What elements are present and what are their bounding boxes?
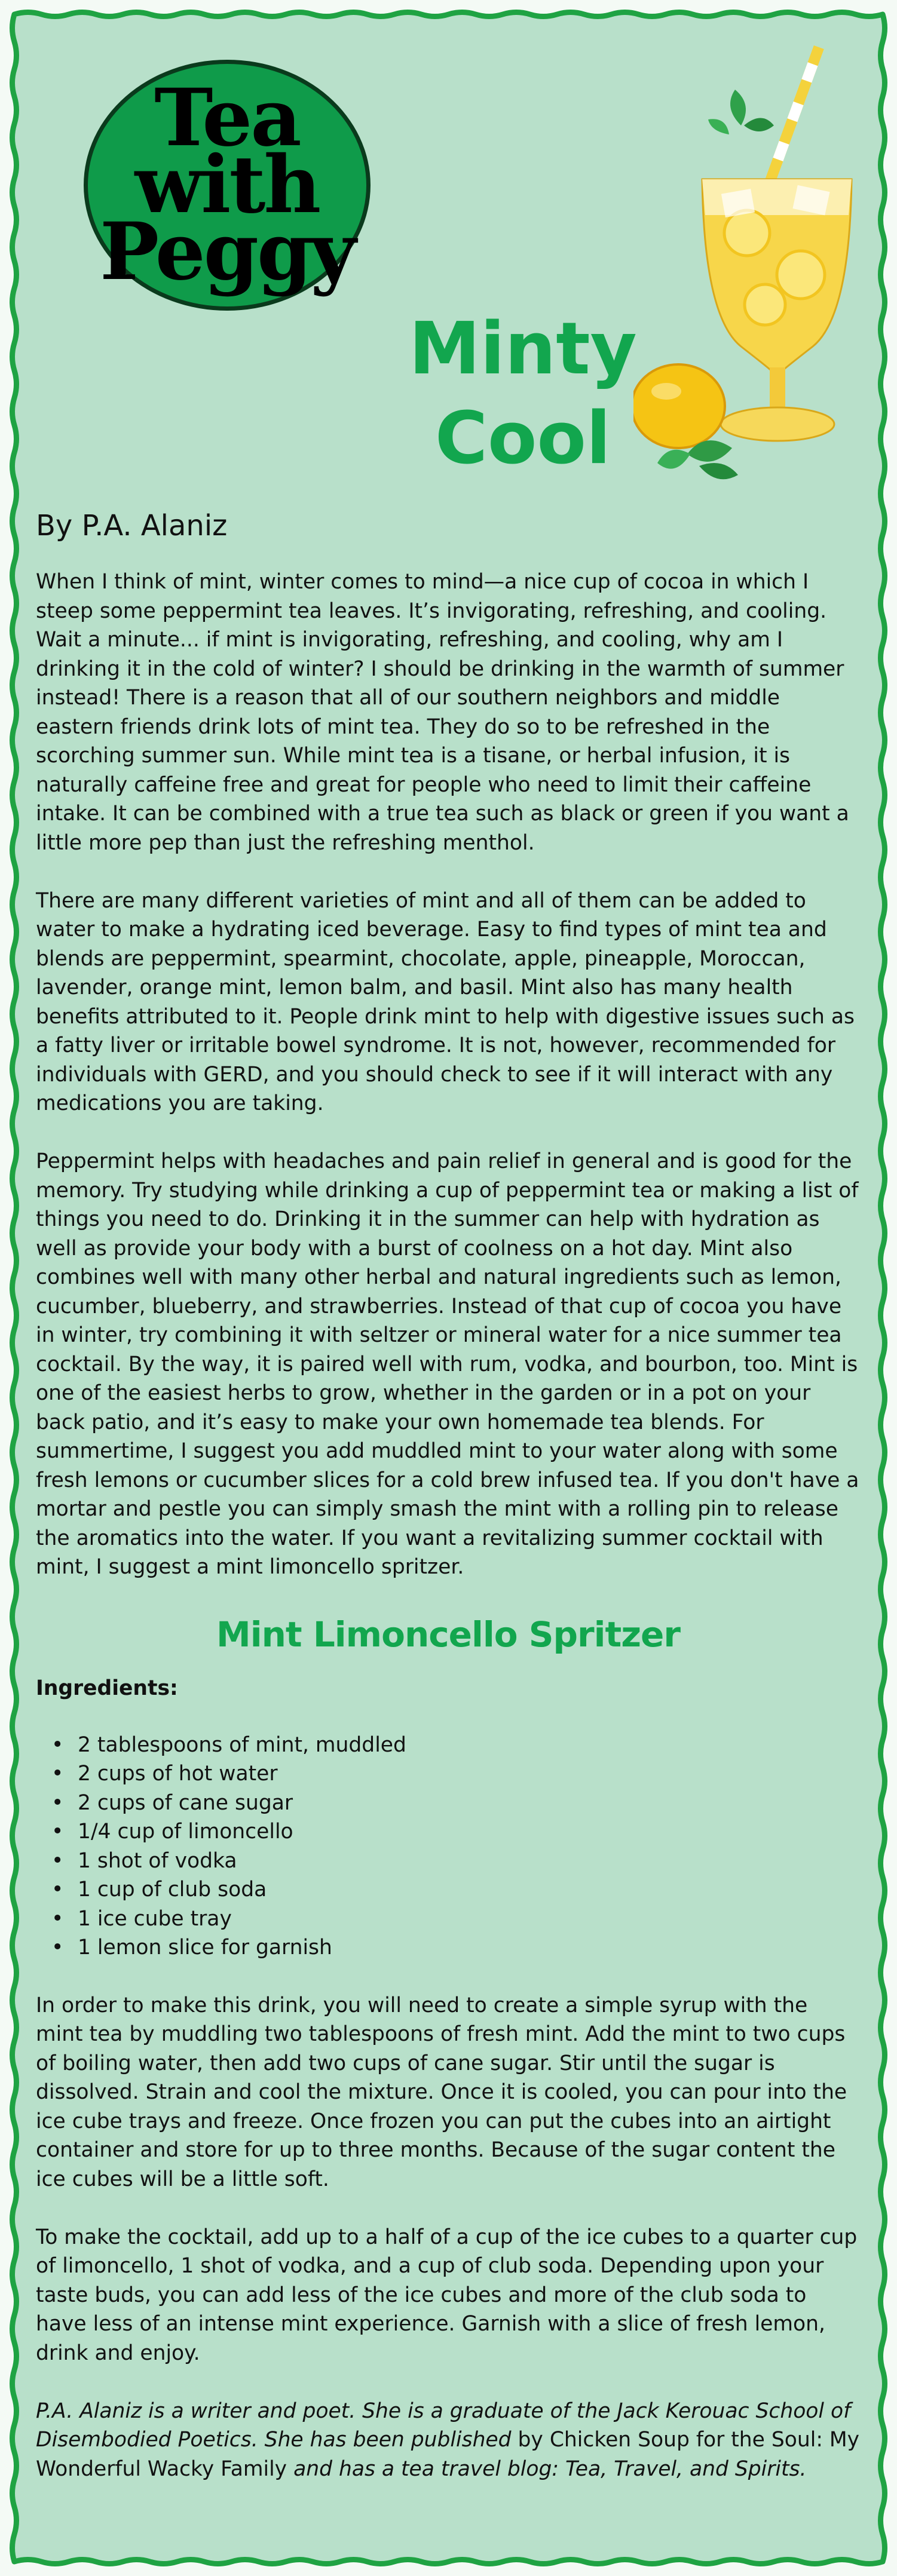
instructions-paragraph-1: In order to make this drink, you will need to create a simple syrup with the mint tea by muddling two tablespoons of fresh mint. Add the mint to two cups of boiling water, then add two cups of cane sugar. Stir until the sugar is dissolved. Strain and cool the mixture. Once it is cooled, you can pour into the ice cube trays and freeze. Once frozen you can put the cubes into an airtight container and store for up to three months. Because of the sugar content the ice cubes will be a little soft. xyxy=(36,1993,847,2191)
badge-text: Tea with Peggy xyxy=(100,72,354,298)
author-bio-part-2: and has a tea travel blog: Tea, Travel, and Spirits. xyxy=(287,2457,807,2481)
ingredient-item: • 1/4 cup of limoncello xyxy=(78,1817,861,1847)
article-paragraph-3: Peppermint helps with headaches and pain relief in general and is good for the memory. Try studying while drinking a cup of peppermint tea or making a list of things you need to do. Drinking it in the summer can help with hydration as well as provide your body with a burst of coolness on a hot day. Mint also combines well with many other herbal and natural ingredients such as lemon, cucumber, blueberry, and strawberries. Instead of that cup of cocoa you have in winter, try combining it with seltzer or mineral water for a nice summer tea cocktail. By the way, it is paired well with rum, vodka, and bourbon, too. Mint is one of the easiest herbs to grow, whether in the garden or in a pot on your back patio, and it’s easy to make your own homemade tea blends. For summertime, I suggest you add muddled mint to your water along with some fresh lemons or cucumber slices for a cold brew infused tea. If you don't have a mortar and pestle you can simply smash the mint with a rolling pin to release the aromatics into the water. If you want a revitalizing summer cocktail with mint, I suggest a mint limoncello spritzer. xyxy=(36,1149,859,1579)
author-bio xyxy=(36,2397,861,2484)
author-bio-publication: by Chicken Soup for the Soul: My Wonderful Wacky Family xyxy=(36,2428,860,2481)
instructions-paragraph-2: To make the cocktail, add up to a half of a cup of the ice cubes to a quarter cup of limoncello, 1 shot of vodka, and a cup of club soda. Depending upon your taste buds, you can add less of the ice cubes and more of the club soda to have less of an intense mint experience. Garnish with a slice of fresh lemon, drink and enjoy. xyxy=(36,2225,858,2365)
ingredient-item: • 1 shot of vodka xyxy=(78,1847,861,1876)
tea-with-peggy-badge xyxy=(84,60,371,311)
recipe-title: Mint Limoncello Spritzer xyxy=(216,1614,680,1655)
article-paragraph-2: There are many different varieties of mint and all of them can be added to water to make a hydrating iced beverage. Easy to find types of mint tea and blends are peppermint, spearmint, chocolate, apple, pineapple, Moroccan, lavender, orange mint, lemon balm, and basil. Mint also has many health benefits attributed to it. People drink mint to help with digestive issues such as a fatty liver or irritable bowel syndrome. It is not, however, recommended for individuals with GERD, and you should check to see if it will interact with any medications you are taking. xyxy=(36,888,855,1115)
ingredients-label: Ingredients: xyxy=(36,1676,178,1700)
ingredient-item: • 1 cup of club soda xyxy=(78,1875,861,1905)
article-paragraph-1: When I think of mint, winter comes to mind—a nice cup of cocoa in which I steep some peppermint tea leaves. It’s invigorating, refreshing, and cooling. Wait a minute... if mint is invigorating, refreshing, and cooling, why am I drinking it in the cold of winter? I should be drinking in the warmth of summer instead! There is a reason that all of our southern neighbors and middle eastern friends drink lots of mint tea. They do so to be refreshed in the scorching summer sun. While mint tea is a tisane, or herbal infusion, it is naturally caffeine free and great for people who need to limit their caffeine intake. It can be combined with a true tea such as black or green if you want a little more pep than just the refreshing menthol. xyxy=(36,570,849,855)
ingredient-item: • 1 ice cube tray xyxy=(78,1905,861,1934)
ingredients-list xyxy=(36,1731,861,1962)
author-bio-part-1: P.A. Alaniz is a writer and poet. She is a graduate of the Jack Kerouac School of Disembodied Poetics. She has been published xyxy=(36,2399,851,2452)
ingredient-item: • 2 cups of cane sugar xyxy=(78,1789,861,1818)
byline: By P.A. Alaniz xyxy=(36,509,228,542)
page-title: Minty Cool xyxy=(409,308,637,480)
article-body xyxy=(36,568,861,2513)
ingredient-item: • 1 lemon slice for garnish xyxy=(78,1933,861,1962)
ingredient-item: • 2 cups of hot water xyxy=(78,1759,861,1789)
lemonade-glass-illustration xyxy=(633,36,872,508)
ingredient-item: • 2 tablespoons of mint, muddled xyxy=(78,1731,861,1760)
article-page xyxy=(36,36,861,2540)
